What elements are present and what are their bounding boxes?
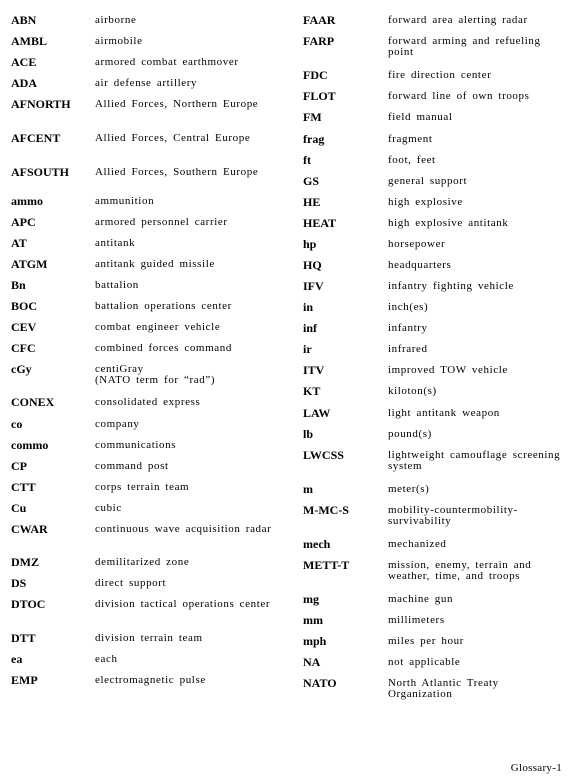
glossary-definition: mechanized [388, 538, 447, 550]
glossary-abbreviation: ADA [11, 76, 37, 90]
glossary-entry [303, 280, 565, 301]
glossary-definition: forward line of own troops [388, 90, 530, 102]
glossary-entry [303, 656, 565, 677]
glossary-entry [11, 195, 283, 216]
glossary-abbreviation: CONEX [11, 395, 55, 409]
glossary-definition: Allied Forces, Central Europe [95, 132, 251, 144]
glossary-definition: company [95, 418, 140, 430]
glossary-entry [11, 439, 283, 460]
glossary-definition: infantry fighting vehicle [388, 280, 514, 292]
glossary-definition: millimeters [388, 614, 445, 626]
glossary-abbreviation: AFSOUTH [11, 165, 70, 179]
glossary-definition: battalion [95, 279, 139, 291]
glossary-abbreviation: m [303, 482, 313, 496]
glossary-definition: division tactical operations center [95, 598, 271, 610]
glossary-abbreviation: M-MC-S [303, 503, 349, 517]
glossary-abbreviation: CEV [11, 320, 37, 334]
glossary-entry [303, 301, 565, 322]
glossary-abbreviation: NATO [303, 676, 337, 690]
glossary-entry [11, 300, 283, 321]
glossary-entry [11, 342, 283, 363]
glossary-abbreviation: LAW [303, 406, 331, 420]
glossary-abbreviation: ea [11, 652, 23, 666]
glossary-entry [11, 14, 283, 35]
glossary-entry [11, 481, 283, 502]
glossary-definition: airborne [95, 14, 137, 26]
glossary-right-column [303, 14, 565, 711]
glossary-abbreviation: Cu [11, 501, 27, 515]
glossary-entry [303, 154, 565, 175]
glossary-abbreviation: ACE [11, 55, 37, 69]
glossary-definition: meter(s) [388, 483, 430, 495]
glossary-entry [303, 343, 565, 364]
glossary-entry [303, 35, 565, 69]
glossary-entry [303, 175, 565, 196]
glossary-abbreviation: CTT [11, 480, 36, 494]
glossary-definition: mobility-countermobility-survivability [388, 504, 518, 527]
glossary-entry [303, 428, 565, 449]
glossary-definition: North Atlantic Treaty Organization [388, 677, 499, 700]
glossary-abbreviation: LWCSS [303, 448, 344, 462]
glossary-abbreviation: AFNORTH [11, 97, 71, 111]
glossary-entry [303, 385, 565, 407]
glossary-abbreviation: DTOC [11, 597, 46, 611]
glossary-abbreviation: mph [303, 634, 327, 648]
glossary-definition: foot, feet [388, 154, 436, 166]
glossary-entry [303, 69, 565, 90]
glossary-abbreviation: AFCENT [11, 131, 61, 145]
glossary-entry [11, 132, 283, 166]
glossary-entry [303, 133, 565, 154]
glossary-definition: airmobile [95, 35, 143, 47]
glossary-definition: general support [388, 175, 468, 187]
glossary-entry [303, 538, 565, 559]
glossary-definition: light antitank weapon [388, 407, 500, 419]
glossary-abbreviation: mm [303, 613, 323, 627]
glossary-definition: centiGray (NATO term for “rad”) [95, 363, 216, 386]
glossary-entry [11, 598, 283, 632]
glossary-definition: antitank guided missile [95, 258, 215, 270]
glossary-definition: armored combat earthmover [95, 56, 239, 68]
glossary-abbreviation: ITV [303, 363, 325, 377]
glossary-abbreviation: HE [303, 195, 321, 209]
glossary-abbreviation: frag [303, 132, 325, 146]
glossary-abbreviation: cGy [11, 362, 32, 376]
glossary-abbreviation: FLOT [303, 89, 336, 103]
glossary-definition: mission, enemy, terrain and weather, time, and troops [388, 559, 532, 582]
glossary-definition: combat engineer vehicle [95, 321, 221, 333]
glossary-abbreviation: IFV [303, 279, 324, 293]
glossary-abbreviation: CFC [11, 341, 36, 355]
glossary-definition: headquarters [388, 259, 452, 271]
glossary-entry [11, 502, 283, 523]
glossary-entry [303, 504, 565, 538]
glossary-abbreviation: in [303, 300, 314, 314]
glossary-entry [11, 363, 283, 396]
glossary-abbreviation: commo [11, 438, 49, 452]
glossary-entry [11, 396, 283, 418]
glossary-definition: antitank [95, 237, 136, 249]
glossary-definition: forward area alerting radar [388, 14, 528, 26]
glossary-entry [11, 77, 283, 98]
glossary-abbreviation: FDC [303, 68, 328, 82]
glossary-entry [303, 407, 565, 428]
glossary-definition: forward arming and refueling point [388, 35, 541, 58]
glossary-entry [303, 614, 565, 635]
glossary-abbreviation: APC [11, 215, 36, 229]
glossary-entry [11, 418, 283, 439]
glossary-entry [303, 449, 565, 483]
glossary-definition: demilitarized zone [95, 556, 190, 568]
glossary-entry [303, 259, 565, 280]
glossary-definition: command post [95, 460, 169, 472]
glossary-definition: lightweight camouflage screening system [388, 449, 561, 472]
glossary-abbreviation: co [11, 417, 23, 431]
glossary-entry [11, 321, 283, 342]
glossary-definition: continuous wave acquisition radar [95, 523, 272, 535]
glossary-abbreviation: DMZ [11, 555, 39, 569]
glossary-entry [11, 166, 283, 195]
glossary-definition: not applicable [388, 656, 461, 668]
glossary-definition: ammunition [95, 195, 155, 207]
glossary-definition: pound(s) [388, 428, 432, 440]
glossary-definition: division terrain team [95, 632, 203, 644]
glossary-definition: inch(es) [388, 301, 429, 313]
glossary-entry [303, 559, 565, 593]
glossary-definition: fire direction center [388, 69, 492, 81]
glossary-entry [303, 111, 565, 133]
glossary-entry [11, 523, 283, 556]
glossary-definition: battalion operations center [95, 300, 232, 312]
glossary-definition: air defense artillery [95, 77, 198, 89]
glossary-abbreviation: lb [303, 427, 314, 441]
glossary-entry [303, 593, 565, 614]
glossary-abbreviation: ATGM [11, 257, 48, 271]
glossary-entry [303, 90, 565, 111]
glossary-abbreviation: AT [11, 236, 27, 250]
glossary-entry [303, 483, 565, 504]
glossary-definition: communications [95, 439, 177, 451]
glossary-definition: fragment [388, 133, 433, 145]
glossary-entry [303, 238, 565, 259]
glossary-definition: kiloton(s) [388, 385, 437, 397]
glossary-definition: Allied Forces, Southern Europe [95, 166, 259, 178]
glossary-entry [303, 635, 565, 656]
glossary-abbreviation: mech [303, 537, 331, 551]
glossary-abbreviation: AMBL [11, 34, 47, 48]
page-footer: Glossary-1 [510, 762, 562, 774]
glossary-definition: improved TOW vehicle [388, 364, 508, 376]
glossary-abbreviation: BOC [11, 299, 38, 313]
glossary-definition: direct support [95, 577, 167, 589]
glossary-definition: corps terrain team [95, 481, 190, 493]
glossary-entry [303, 14, 565, 35]
glossary-left-column [11, 14, 283, 695]
glossary-abbreviation: HEAT [303, 216, 337, 230]
glossary-entry [11, 674, 283, 695]
glossary-abbreviation: FM [303, 110, 322, 124]
glossary-definition: high explosive [388, 196, 463, 208]
glossary-abbreviation: KT [303, 384, 321, 398]
glossary-definition: infantry [388, 322, 428, 334]
glossary-abbreviation: EMP [11, 673, 38, 687]
glossary-abbreviation: DTT [11, 631, 36, 645]
glossary-definition: machine gun [388, 593, 454, 605]
glossary-entry [11, 653, 283, 674]
glossary-abbreviation: inf [303, 321, 318, 335]
glossary-definition: consolidated express [95, 396, 201, 408]
glossary-entry [11, 556, 283, 577]
glossary-entry [11, 632, 283, 653]
glossary-definition: horsepower [388, 238, 446, 250]
glossary-definition: combined forces command [95, 342, 232, 354]
glossary-entry [11, 258, 283, 279]
glossary-abbreviation: CP [11, 459, 27, 473]
glossary-definition: each [95, 653, 118, 665]
glossary-abbreviation: Bn [11, 278, 26, 292]
glossary-abbreviation: HQ [303, 258, 322, 272]
glossary-entry [303, 217, 565, 238]
glossary-definition: electromagnetic pulse [95, 674, 206, 686]
glossary-abbreviation: ABN [11, 13, 37, 27]
glossary-entry [11, 56, 283, 77]
glossary-entry [11, 237, 283, 258]
glossary-abbreviation: FAAR [303, 13, 336, 27]
glossary-entry [11, 279, 283, 300]
glossary-entry [11, 216, 283, 237]
glossary-abbreviation: mg [303, 592, 319, 606]
glossary-abbreviation: ft [303, 153, 311, 167]
glossary-abbreviation: NA [303, 655, 321, 669]
glossary-entry [11, 577, 283, 598]
glossary-definition: high explosive antitank [388, 217, 509, 229]
glossary-abbreviation: FARP [303, 34, 335, 48]
glossary-definition: armored personnel carrier [95, 216, 228, 228]
glossary-abbreviation: hp [303, 237, 317, 251]
glossary-abbreviation: METT-T [303, 558, 350, 572]
glossary-entry [303, 196, 565, 217]
glossary-entry [11, 35, 283, 56]
glossary-entry [11, 98, 283, 132]
glossary-definition: field manual [388, 111, 453, 123]
glossary-definition: miles per hour [388, 635, 464, 647]
glossary-abbreviation: GS [303, 174, 320, 188]
glossary-entry [11, 460, 283, 481]
glossary-definition: cubic [95, 502, 122, 514]
glossary-definition: Allied Forces, Northern Europe [95, 98, 259, 110]
glossary-abbreviation: CWAR [11, 522, 48, 536]
glossary-definition: infrared [388, 343, 428, 355]
glossary-abbreviation: ammo [11, 194, 43, 208]
glossary-entry [303, 364, 565, 385]
glossary-abbreviation: ir [303, 342, 312, 356]
glossary-abbreviation: DS [11, 576, 27, 590]
glossary-entry [303, 322, 565, 343]
glossary-entry [303, 677, 565, 711]
